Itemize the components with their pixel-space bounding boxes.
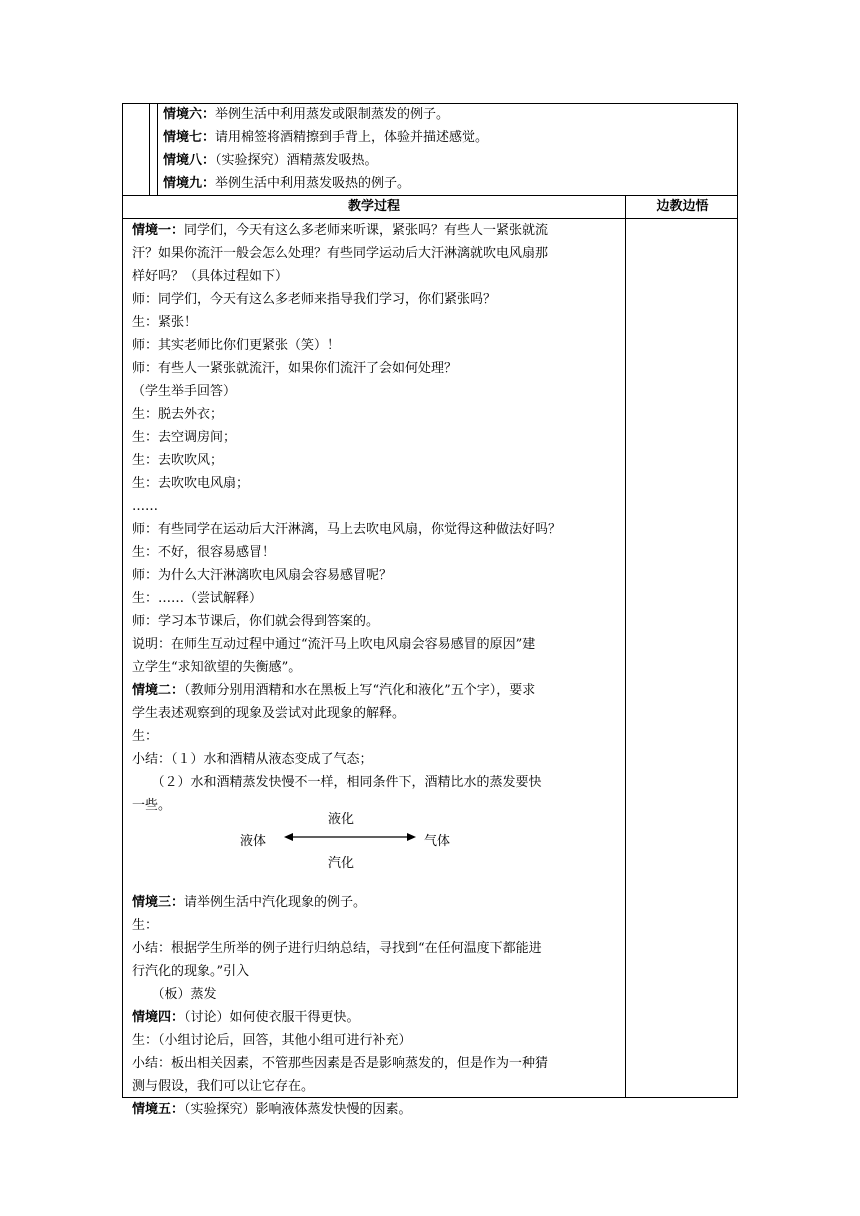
- diagram-label-liquefaction: 液化: [328, 812, 355, 827]
- text-line: （板）蒸发: [132, 987, 217, 1002]
- list-item: 情境八：（实验探究）酒精蒸发吸热。: [163, 153, 378, 168]
- text-line: 小结：（１）水和酒精从液态变成了气态；: [132, 752, 373, 767]
- list-item: 情境六：举例生活中利用蒸发或限制蒸发的例子。: [163, 107, 450, 122]
- list-item: 情境九：举例生活中利用蒸发吸热的例子。: [163, 176, 411, 191]
- text-line: 生：: [132, 729, 159, 744]
- diagram-label-vaporization: 汽化: [328, 856, 355, 871]
- table-divider: [149, 104, 150, 195]
- column-divider: [625, 196, 626, 1097]
- text-line: 生：……（尝试解释）: [132, 591, 263, 606]
- text-line: 情境四：（讨论）如何使衣服干得更快。: [132, 1010, 360, 1025]
- text-line: 立学生“求知欲望的失衡感”。: [132, 660, 302, 675]
- column-header-process: 教学过程: [347, 199, 400, 214]
- text-line: 情境二：（教师分别用酒精和水在黑板上写“汽化和液化”五个字），要求: [132, 683, 536, 698]
- text-line: 生：去吹吹风；: [132, 453, 224, 468]
- text-line: ……: [132, 499, 158, 514]
- text-line: （２）水和酒精蒸发快慢不一样，相同条件下，酒精比水的蒸发要快: [132, 775, 542, 790]
- text-line: 生：脱去外衣；: [132, 407, 224, 422]
- table-divider: [157, 104, 158, 195]
- text-line: 师：有些人一紧张就流汗，如果你们流汗了会如何处理？: [132, 361, 458, 376]
- text-line: 生：不好，很容易感冒！: [132, 545, 276, 560]
- text-line: 师：同学们，今天有这么多老师来指导我们学习，你们紧张吗？: [132, 292, 497, 307]
- text-line: 生：紧张！: [132, 315, 198, 330]
- text-line: 汗？如果你流汗一般会怎么处理？有些同学运动后大汗淋漓就吹电风扇那: [132, 246, 549, 261]
- text-line: 小结：根据学生所举的例子进行归纳总结，寻找到“在任何温度下都能进: [132, 941, 542, 956]
- diagram-label-liquid: 液体: [240, 834, 267, 849]
- text-line: 一些。: [132, 798, 172, 813]
- list-item: 情境七：请用棉签将酒精擦到手背上，体验并描述感觉。: [163, 130, 489, 145]
- text-line: 师：有些同学在运动后大汗淋漓，马上去吹电风扇，你觉得这种做法好吗？: [132, 522, 562, 537]
- text-line: 情境五：（实验探究）影响液体蒸发快慢的因素。: [132, 1102, 412, 1117]
- text-line: 说明：在师生互动过程中通过“流汗马上吹电风扇会容易感冒的原因”建: [132, 637, 536, 652]
- text-line: 小结：板出相关因素，不管那些因素是否是影响蒸发的，但是作为一种猜: [132, 1056, 549, 1071]
- previous-situations-list: [163, 103, 733, 195]
- text-line: 样好吗？（具体过程如下）: [132, 269, 289, 284]
- double-arrow-icon: [284, 830, 416, 844]
- text-line: 情境一：同学们，今天有这么多老师来听课，紧张吗？有些人一紧张就流: [132, 223, 549, 238]
- text-line: 学生表述观察到的现象及尝试对此现象的解释。: [132, 706, 406, 721]
- text-line: 生：: [132, 918, 159, 933]
- text-line: 情境三：请举例生活中汽化现象的例子。: [132, 895, 367, 910]
- diagram-label-gas: 气体: [424, 834, 451, 849]
- phase-change-diagram: [240, 808, 470, 870]
- text-line: 行汽化的现象。”引入: [132, 964, 250, 979]
- teaching-process-content: [132, 219, 620, 1121]
- text-line: 生：去吹吹电风扇；: [132, 476, 250, 491]
- text-line: 生：去空调房间；: [132, 430, 237, 445]
- column-header-reflection: 边教边悟: [656, 199, 709, 214]
- text-line: 师：为什么大汗淋漓吹电风扇会容易感冒呢？: [132, 568, 393, 583]
- text-line: 师：其实老师比你们更紧张（笑）！: [132, 338, 341, 353]
- text-line: （学生举手回答）: [132, 384, 237, 399]
- text-line: 测与假设，我们可以让它存在。: [132, 1079, 315, 1094]
- text-line: 生：（小组讨论后，回答，其他小组可进行补充）: [132, 1033, 412, 1048]
- text-line: 师：学习本节课后，你们就会得到答案的。: [132, 614, 380, 629]
